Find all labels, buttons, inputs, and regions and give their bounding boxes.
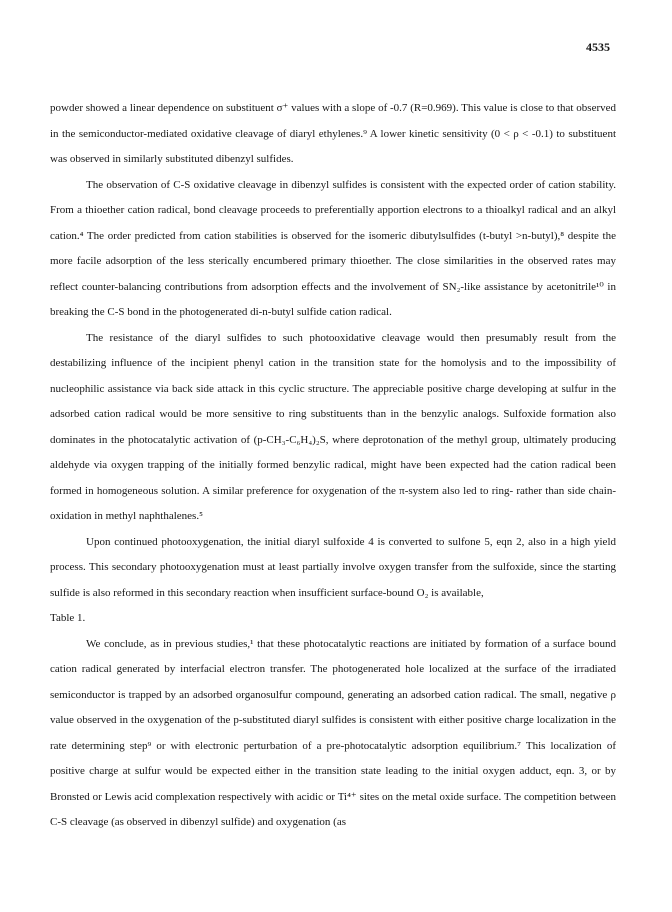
table-reference: Table 1. xyxy=(50,612,86,624)
paragraph-4 xyxy=(50,530,616,632)
paragraph-4-text: Upon continued photooxygenation, the initial diaryl sulfoxide 4 is converted to sulfone 5, eqn 2, also in a high yield process. This secondary photooxygenation must at least partially involve oxygen transfer from the sulfoxide, since the starting sulfide is also reformed in this secondary reaction when insufficient surface-bound O₂ is available, xyxy=(50,535,616,599)
paragraph-2: The observation of C-S oxidative cleavage in dibenzyl sulfides is consistent with the expected order of cation stability. From a thioether cation radical, bond cleavage proceeds to preferentially apportion electrons to a thioalkyl radical and an alkyl cation.⁴ The order predicted from cation stabilities is observed for the isomeric dibutylsulfides (t-butyl >n-butyl),⁸ despite the more facile adsorption of the less sterically encumbered primary thioether. The close similarities in the observed rates may reflect counter-balancing contributions from adsorption effects and the involvement of SN₂-like assistance by acetonitrile¹⁰ in breaking the C-S bond in the photogenerated di-n-butyl sulfide cation radical. xyxy=(50,178,616,318)
body-text xyxy=(50,96,616,836)
paragraph-1: powder showed a linear dependence on substituent σ⁺ values with a slope of -0.7 (R=0.969). This value is close to that observed in the semiconductor-mediated oxidative cleavage of diaryl ethylenes.⁹ A lower kinetic sensitivity (0 < ρ < -0.1) to substituent was observed in similarly substituted dibenzyl sulfides. xyxy=(50,102,616,165)
page-number: 4535 xyxy=(586,40,610,54)
paragraph-5: We conclude, as in previous studies,¹ that these photocatalytic reactions are initiated by formation of a surface bound cation radical generated by interfacial electron transfer. The photogenerated hole localized at the surface of the irradiated semiconductor is trapped by an adsorbed organosulfur compound, generating an adsorbed cation radical. The small, negative ρ value observed in the oxygenation of the p-substituted diaryl sulfides is consistent with either positive charge localization in the rate determining step⁹ or with electronic perturbation of a pre-photocatalytic adsorption equilibrium.⁷ This localization of positive charge at sulfur would be expected either in the transition state leading to the initial oxygen adduct, eqn. 3, or by Bronsted or Lewis acid complexation respectively with acidic or Ti⁴⁺ sites on the metal oxide surface. The competition between C-S cleavage (as observed in dibenzyl sulfide) and oxygenation (as xyxy=(50,637,616,828)
paragraph-3: The resistance of the diaryl sulfides to such photooxidative cleavage would then presumably result from the destabilizing influence of the incipient phenyl cation in the transition state for the homolysis and to the impossibility of nucleophilic assistance via back side attack in this cyclic structure. The appreciable positive charge developing at sulfur in the adsorbed cation radical would be more sensitive to ring substituents than in the benzylic analogs. Sulfoxide formation also dominates in the photocatalytic activation of (p-CH₃-C₆H₄)₂S, where deprotonation of the methyl group, ultimately producing aldehyde via oxygen trapping of the initially formed benzylic radical, might have been expected had the cation radical been formed in homogeneous solution. A similar preference for oxygenation of the π-system also led to ring- rather than side chain- oxidation in methyl naphthalenes.⁵ xyxy=(50,331,616,522)
